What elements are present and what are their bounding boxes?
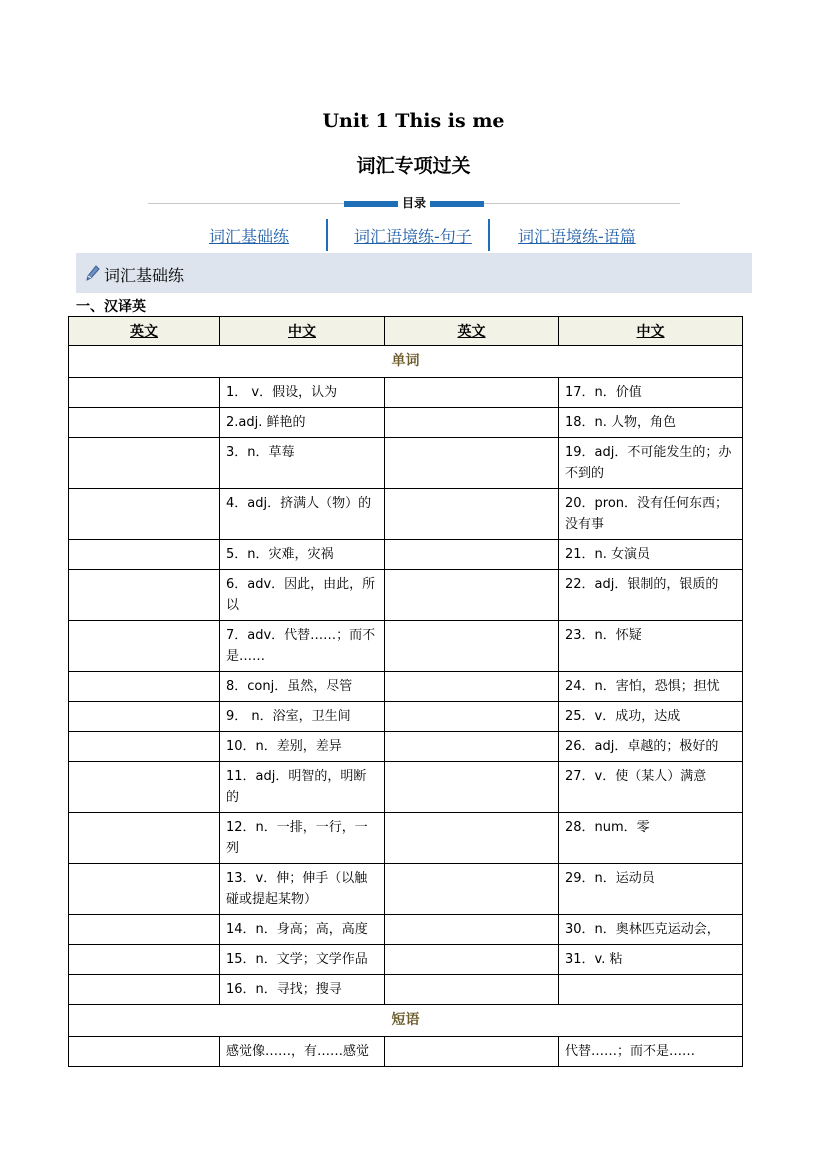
chinese-prompt-cell: 2.adj. 鲜艳的 bbox=[220, 408, 385, 438]
word-row bbox=[69, 540, 743, 570]
words-section-row bbox=[69, 346, 743, 378]
word-row bbox=[69, 864, 743, 915]
english-answer-cell[interactable] bbox=[385, 915, 559, 945]
chinese-prompt-cell: 30．n．奥林匹克运动会， bbox=[559, 915, 743, 945]
chinese-prompt-cell: 感觉像……，有……感觉 bbox=[220, 1037, 385, 1067]
chinese-prompt-cell: 14．n．身高；高，高度 bbox=[220, 915, 385, 945]
column-header-chinese: 中文 bbox=[220, 317, 385, 346]
word-row bbox=[69, 813, 743, 864]
english-answer-cell[interactable] bbox=[69, 1037, 220, 1067]
english-answer-cell[interactable] bbox=[69, 732, 220, 762]
chinese-prompt-cell: 19．adj．不可能发生的；办不到的 bbox=[559, 438, 743, 489]
english-answer-cell[interactable] bbox=[385, 945, 559, 975]
table-header-row bbox=[69, 317, 743, 346]
pencil-icon bbox=[86, 265, 100, 281]
word-row bbox=[69, 621, 743, 672]
english-answer-cell[interactable] bbox=[69, 915, 220, 945]
chinese-prompt-cell: 代替……；而不是…… bbox=[559, 1037, 743, 1067]
chinese-prompt-cell: 5．n．灾难，灾祸 bbox=[220, 540, 385, 570]
chinese-prompt-cell: 12．n．一排，一行，一列 bbox=[220, 813, 385, 864]
part-heading: 一、汉译英 bbox=[76, 299, 146, 315]
word-row bbox=[69, 762, 743, 813]
chinese-prompt-cell: 25．v．成功，达成 bbox=[559, 702, 743, 732]
toc-label: 目录 bbox=[398, 194, 430, 211]
words-section-label: 单词 bbox=[69, 346, 743, 378]
chinese-prompt-cell: 10．n．差别，差异 bbox=[220, 732, 385, 762]
chinese-prompt-cell: 1． v．假设，认为 bbox=[220, 378, 385, 408]
chinese-prompt-cell: 16．n．寻找；搜寻 bbox=[220, 975, 385, 1005]
chinese-prompt-cell: 20．pron．没有任何东西；没有事 bbox=[559, 489, 743, 540]
english-answer-cell[interactable] bbox=[385, 621, 559, 672]
english-answer-cell[interactable] bbox=[385, 408, 559, 438]
english-answer-cell[interactable] bbox=[385, 489, 559, 540]
unit-title: Unit 1 This is me bbox=[322, 110, 505, 132]
section-title: 词汇基础练 bbox=[104, 266, 185, 285]
chinese-prompt-cell: 4．adj．挤满人（物）的 bbox=[220, 489, 385, 540]
english-answer-cell[interactable] bbox=[69, 378, 220, 408]
english-answer-cell[interactable] bbox=[69, 540, 220, 570]
toc-separator bbox=[326, 219, 328, 251]
english-answer-cell[interactable] bbox=[69, 864, 220, 915]
english-answer-cell[interactable] bbox=[69, 813, 220, 864]
english-answer-cell[interactable] bbox=[69, 672, 220, 702]
word-row bbox=[69, 975, 743, 1005]
chinese-prompt-cell: 9． n．浴室，卫生间 bbox=[220, 702, 385, 732]
english-answer-cell[interactable] bbox=[385, 540, 559, 570]
phrase-row bbox=[69, 1037, 743, 1067]
english-answer-cell[interactable] bbox=[385, 378, 559, 408]
chinese-prompt-cell: 28．num．零 bbox=[559, 813, 743, 864]
english-answer-cell[interactable] bbox=[69, 975, 220, 1005]
chinese-prompt-cell: 13．v．伸；伸手（以触碰或提起某物） bbox=[220, 864, 385, 915]
english-answer-cell[interactable] bbox=[385, 975, 559, 1005]
english-answer-cell[interactable] bbox=[69, 762, 220, 813]
english-answer-cell[interactable] bbox=[385, 570, 559, 621]
english-answer-cell[interactable] bbox=[69, 570, 220, 621]
english-answer-cell[interactable] bbox=[385, 732, 559, 762]
chinese-prompt-cell: 18．n. 人物，角色 bbox=[559, 408, 743, 438]
column-header-english: 英文 bbox=[69, 317, 220, 346]
word-row bbox=[69, 915, 743, 945]
chinese-prompt-cell: 24．n．害怕，恐惧；担忧 bbox=[559, 672, 743, 702]
chinese-prompt-cell: 8．conj．虽然，尽管 bbox=[220, 672, 385, 702]
chinese-prompt-cell: 22．adj．银制的，银质的 bbox=[559, 570, 743, 621]
english-answer-cell[interactable] bbox=[385, 813, 559, 864]
english-answer-cell[interactable] bbox=[69, 408, 220, 438]
toc-divider-accent-left bbox=[344, 201, 398, 207]
column-header-english: 英文 bbox=[385, 317, 559, 346]
chinese-prompt-cell: 26．adj．卓越的；极好的 bbox=[559, 732, 743, 762]
chinese-prompt-cell: 23．n．怀疑 bbox=[559, 621, 743, 672]
phrases-section-label: 短语 bbox=[69, 1005, 743, 1037]
chinese-prompt-cell: 27．v．使（某人）满意 bbox=[559, 762, 743, 813]
english-answer-cell[interactable] bbox=[385, 864, 559, 915]
chinese-prompt-cell: 31．v. 粘 bbox=[559, 945, 743, 975]
english-answer-cell[interactable] bbox=[385, 702, 559, 732]
toc-link-vocab-sentence[interactable]: 词汇语境练-句子 bbox=[354, 227, 472, 246]
phrases-section-row bbox=[69, 1005, 743, 1037]
word-row bbox=[69, 732, 743, 762]
word-row bbox=[69, 570, 743, 621]
english-answer-cell[interactable] bbox=[385, 1037, 559, 1067]
chinese-prompt-cell: 6．adv．因此，由此，所以 bbox=[220, 570, 385, 621]
toc-link-vocab-passage[interactable]: 词汇语境练-语篇 bbox=[518, 227, 636, 246]
toc-divider-accent-right bbox=[430, 201, 484, 207]
english-answer-cell[interactable] bbox=[69, 945, 220, 975]
chinese-prompt-cell: 21．n. 女演员 bbox=[559, 540, 743, 570]
toc-link-vocab-basic[interactable]: 词汇基础练 bbox=[209, 227, 290, 246]
chinese-prompt-cell: 15．n．文学；文学作品 bbox=[220, 945, 385, 975]
word-row bbox=[69, 378, 743, 408]
english-answer-cell[interactable] bbox=[385, 672, 559, 702]
word-row bbox=[69, 408, 743, 438]
page-subtitle: 词汇专项过关 bbox=[356, 155, 471, 177]
word-row bbox=[69, 702, 743, 732]
chinese-prompt-cell: 17．n．价值 bbox=[559, 378, 743, 408]
english-answer-cell[interactable] bbox=[385, 438, 559, 489]
toc-separator bbox=[488, 219, 490, 251]
english-answer-cell[interactable] bbox=[69, 489, 220, 540]
english-answer-cell[interactable] bbox=[69, 702, 220, 732]
vocab-table bbox=[68, 316, 743, 1067]
chinese-prompt-cell: 29．n．运动员 bbox=[559, 864, 743, 915]
english-answer-cell[interactable] bbox=[385, 762, 559, 813]
chinese-prompt-cell: 7．adv．代替……；而不是…… bbox=[220, 621, 385, 672]
chinese-prompt-cell: 3．n．草莓 bbox=[220, 438, 385, 489]
english-answer-cell[interactable] bbox=[69, 621, 220, 672]
english-answer-cell[interactable] bbox=[69, 438, 220, 489]
word-row bbox=[69, 945, 743, 975]
column-header-chinese: 中文 bbox=[559, 317, 743, 346]
word-row bbox=[69, 489, 743, 540]
word-row bbox=[69, 672, 743, 702]
chinese-prompt-cell bbox=[559, 975, 743, 1005]
section-banner bbox=[76, 253, 752, 293]
word-row bbox=[69, 438, 743, 489]
chinese-prompt-cell: 11．adj．明智的，明断的 bbox=[220, 762, 385, 813]
